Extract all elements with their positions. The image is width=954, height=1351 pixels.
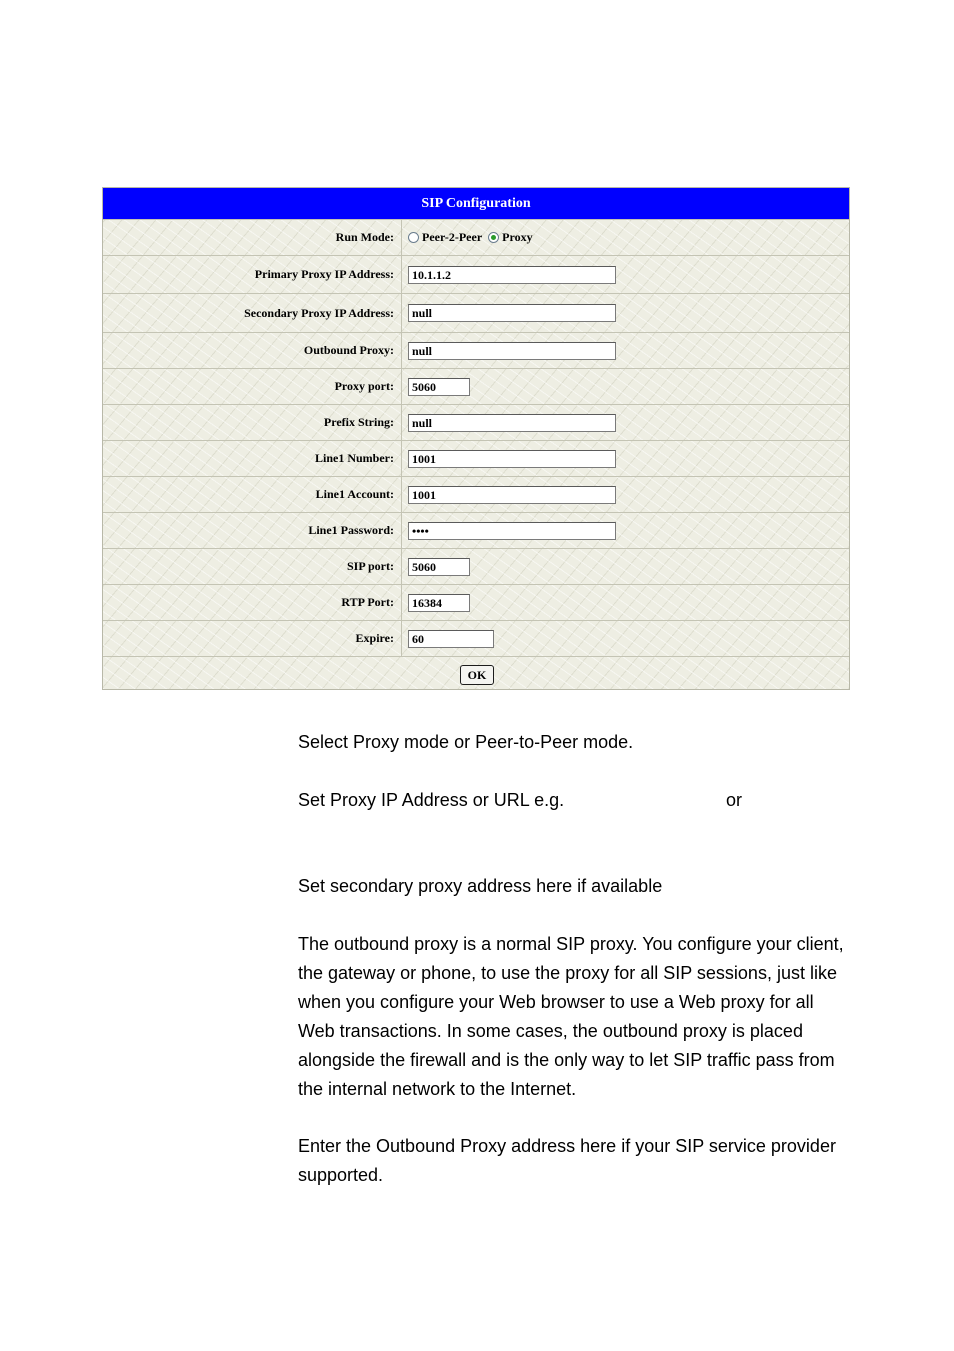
line1-password-input[interactable]: •••• (408, 522, 616, 540)
proxy-address-or: or (726, 790, 743, 810)
sip-port-label: SIP port: (103, 549, 402, 584)
submit-row (103, 656, 849, 691)
run-mode-radio-group (408, 230, 539, 245)
outbound-proxy-label: Outbound Proxy: (103, 333, 402, 368)
prefix-string-input[interactable]: null (408, 414, 616, 432)
secondary-proxy-description: Set secondary proxy address here if available (298, 876, 663, 896)
peer-2-peer-label[interactable]: Peer-2-Peer (422, 230, 483, 244)
rtp-port-label: RTP Port: (103, 585, 402, 620)
expire-label: Expire: (103, 621, 402, 656)
primary-proxy-input[interactable]: 10.1.1.2 (408, 266, 616, 284)
line1-password-label: Line1 Password: (103, 513, 402, 548)
ok-button[interactable]: OK (460, 665, 494, 685)
line1-account-row (103, 476, 849, 512)
line1-account-label: Line1 Account: (103, 477, 402, 512)
primary-proxy-row (103, 255, 849, 293)
run-mode-label: Run Mode: (103, 220, 402, 255)
run-mode-description: Select Proxy mode or Peer-to-Peer mode. (298, 732, 634, 752)
line1-number-row (103, 440, 849, 476)
primary-proxy-label: Primary Proxy IP Address: (103, 256, 402, 293)
outbound-proxy-description: The outbound proxy is a normal SIP proxy. You configure your client, the gateway or phone, to use the proxy for all SIP sessions, just like when you configure your Web browser to use a Web proxy for all Web transactions. In some cases, the outbound proxy is placed alongside the firewall and is the only way to let SIP traffic pass from the internal network to the Internet. (298, 934, 844, 1099)
prefix-string-row (103, 404, 849, 440)
secondary-proxy-row (103, 293, 849, 332)
panel-title: SIP Configuration (103, 188, 849, 219)
prefix-string-label: Prefix String: (103, 405, 402, 440)
sip-port-row (103, 548, 849, 584)
peer-2-peer-radio[interactable] (408, 232, 419, 243)
secondary-proxy-input[interactable]: null (408, 304, 616, 322)
outbound-proxy-row (103, 332, 849, 368)
line1-number-input[interactable]: 1001 (408, 450, 616, 468)
proxy-address-text: Set Proxy IP Address or URL e.g. (298, 790, 565, 810)
rtp-port-row (103, 584, 849, 620)
expire-input[interactable]: 60 (408, 630, 494, 648)
proxy-radio[interactable] (488, 232, 499, 243)
proxy-label[interactable]: Proxy (502, 230, 533, 244)
sip-configuration-panel (102, 187, 850, 690)
expire-row (103, 620, 849, 656)
sip-port-input[interactable]: 5060 (408, 558, 470, 576)
proxy-port-input[interactable]: 5060 (408, 378, 470, 396)
proxy-port-row (103, 368, 849, 404)
run-mode-row (103, 219, 849, 255)
line1-number-label: Line1 Number: (103, 441, 402, 476)
outbound-proxy-enter-description: Enter the Outbound Proxy address here if your SIP service provider supported. (298, 1136, 836, 1185)
line1-password-row (103, 512, 849, 548)
line1-account-input[interactable]: 1001 (408, 486, 616, 504)
proxy-port-label: Proxy port: (103, 369, 402, 404)
outbound-proxy-input[interactable]: null (408, 342, 616, 360)
rtp-port-input[interactable]: 16384 (408, 594, 470, 612)
secondary-proxy-label: Secondary Proxy IP Address: (103, 294, 402, 332)
proxy-address-description (298, 786, 848, 815)
